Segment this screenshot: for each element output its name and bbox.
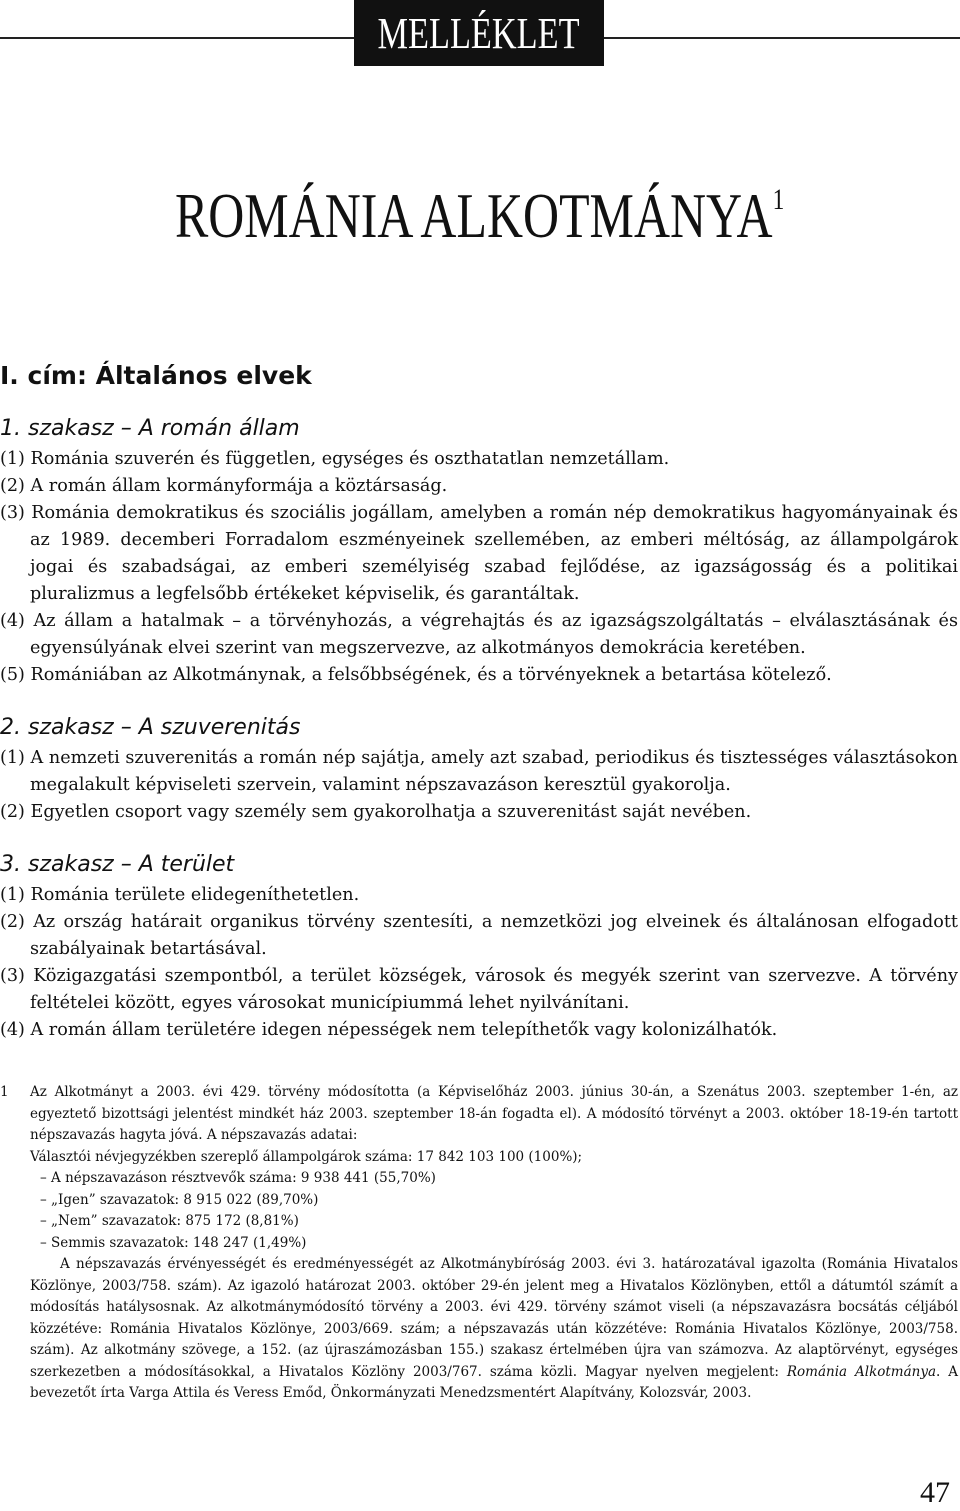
paragraph: (5) Romániában az Alkotmánynak, a felsőbbségének, és a törvényeknek a betartása kötelező. bbox=[0, 665, 832, 685]
paragraph: (1) Románia szuverén és független, egységes és oszthatatlan nemzetállam. bbox=[0, 449, 670, 469]
section-heading: 2. szakasz – A szuverenitás bbox=[0, 715, 301, 740]
document-title bbox=[0, 162, 960, 254]
section-1 bbox=[0, 412, 958, 689]
section-3 bbox=[0, 848, 958, 1044]
title-footnote-mark: 1 bbox=[772, 183, 785, 216]
footnote-paragraph-text: A népszavazás érvényességét és eredményességét az Alkotmánybíróság 2003. évi 3. határozatával igazolta (Románia Hivatalos Közlönye, 2003/758. szám). Az igazoló határozat 2003. október 29-én jelent meg a Hivatalos Közlönyben, ettől a dátumtól számít a módosítás hatálysosnak. Az alkotmánymódosító törvény a 2003. évi 429. törvény számot viseli (a népszavazásra bocsátás céljából közzétéve: Románia Hivatalos Közlönye, 2003/669. szám; a népszavazás után közzétéve: Románia Hivatalos Közlönye, 2003/758. szám). Az alkotmány szövege, a 152. (az újraszámozásban 155.) szakasz értelmében újra van számozva. Az alaptörvényt, egységes szerkezetben a módosításokkal, a Hivatalos Közlöny 2003/767. száma közli. Magyar nyelven megjelent: bbox=[30, 1256, 958, 1380]
paragraph: (4) A román állam területére idegen népességek nem telepíthetők vagy kolonizálhatók. bbox=[0, 1020, 778, 1040]
footnote-number: 1 bbox=[0, 1084, 9, 1100]
section-heading: 1. szakasz – A román állam bbox=[0, 416, 300, 441]
paragraph: (2) Az ország határait organikus törvény szentesíti, a nemzetközi jog elveinek és általánosan elfogadott szabályainak betartásával. bbox=[0, 912, 958, 959]
footnote-data-item: – A népszavazáson résztvevők száma: 9 938 441 (55,70%) bbox=[40, 1170, 436, 1186]
section-banner bbox=[354, 0, 604, 66]
section-heading: 3. szakasz – A terület bbox=[0, 852, 235, 877]
footnote-paragraph bbox=[30, 1254, 958, 1405]
header-rule-right bbox=[604, 37, 960, 39]
section-2 bbox=[0, 711, 958, 826]
paragraph: (3) Közigazgatási szempontból, a terület községek, városok és megyék szerint van szervezve. A törvény feltételei között, egyes városokat municípiummá lehet nyilvánítani. bbox=[0, 966, 958, 1013]
footnote-data-item: – Semmis szavazatok: 148 247 (1,49%) bbox=[40, 1234, 307, 1251]
footnote-data-title: Választói névjegyzékben szereplő állampolgárok száma: 17 842 103 100 (100%); bbox=[30, 1148, 583, 1165]
paragraph: (1) Románia területe elidegeníthetetlen. bbox=[0, 885, 360, 905]
footnote-intro: Az Alkotmányt a 2003. évi 429. törvény módosította (a Képviselőház 2003. június 30-án, a Szenátus 2003. szeptember 1-én, az egyeztető bizottsági jelentést mindkét ház 2003. szeptember 18-án fogadta el). A módosító törvényt a 2003. október 18-19-én tartott népszavazás hagyta jóvá. A népszavazás adatai: bbox=[30, 1084, 958, 1143]
section-banner-label: MELLÉKLET bbox=[377, 8, 581, 58]
paragraph: (4) Az állam a hatalmak – a törvényhozás, a végrehajtás és az igazságszolgáltatás – elválasztásának és egyensúlyának elvei szerint van megszervezve, az alkotmányos demokrácia keretében. bbox=[0, 611, 958, 658]
paragraph: (3) Románia demokratikus és szociális jogállam, amelyben a román nép demokratikus hagyományainak és az 1989. decemberi Forradalom eszményeinek szellemében, az emberi méltóság, az állampolgárok jogai és szabadságai, az emberi személyiség szabad fejlődése, az igazságosság és a politikai pluralizmus a legfelsőbb értékeket képviselik, és garantáltak. bbox=[0, 503, 958, 604]
document-body bbox=[0, 412, 958, 1066]
paragraph: (2) Egyetlen csoport vagy személy sem gyakorolhatja a szuverenitást saját nevében. bbox=[0, 802, 752, 822]
footnote-paragraph-end: . A bevezetőt írta Varga Attila és Veress Emőd, Önkormányzati Menedzsmentért Alapítvány, Kolozsvár, 2003. bbox=[30, 1363, 958, 1401]
part-heading: I. cím: Általános elvek bbox=[0, 361, 312, 390]
document-title-text: ROMÁNIA ALKOTMÁNYA bbox=[175, 180, 773, 251]
footnote-data-item: – „Igen” szavazatok: 8 915 022 (89,70%) bbox=[40, 1191, 319, 1208]
footnote bbox=[0, 1082, 958, 1405]
paragraph: (1) A nemzeti szuverenitás a román nép sajátja, amely azt szabad, periodikus és tisztességes választásokon megalakult képviseleti szervein, valamint népszavazáson keresztül gyakorolja. bbox=[0, 748, 958, 795]
page-number: 47 bbox=[920, 1476, 950, 1509]
header-rule-left bbox=[0, 37, 354, 39]
paragraph: (2) A román állam kormányformája a köztársaság. bbox=[0, 476, 448, 496]
footnote-data-item: – „Nem” szavazatok: 875 172 (8,81%) bbox=[40, 1213, 299, 1229]
footnote-book-title: Románia Alkotmánya bbox=[786, 1363, 937, 1380]
